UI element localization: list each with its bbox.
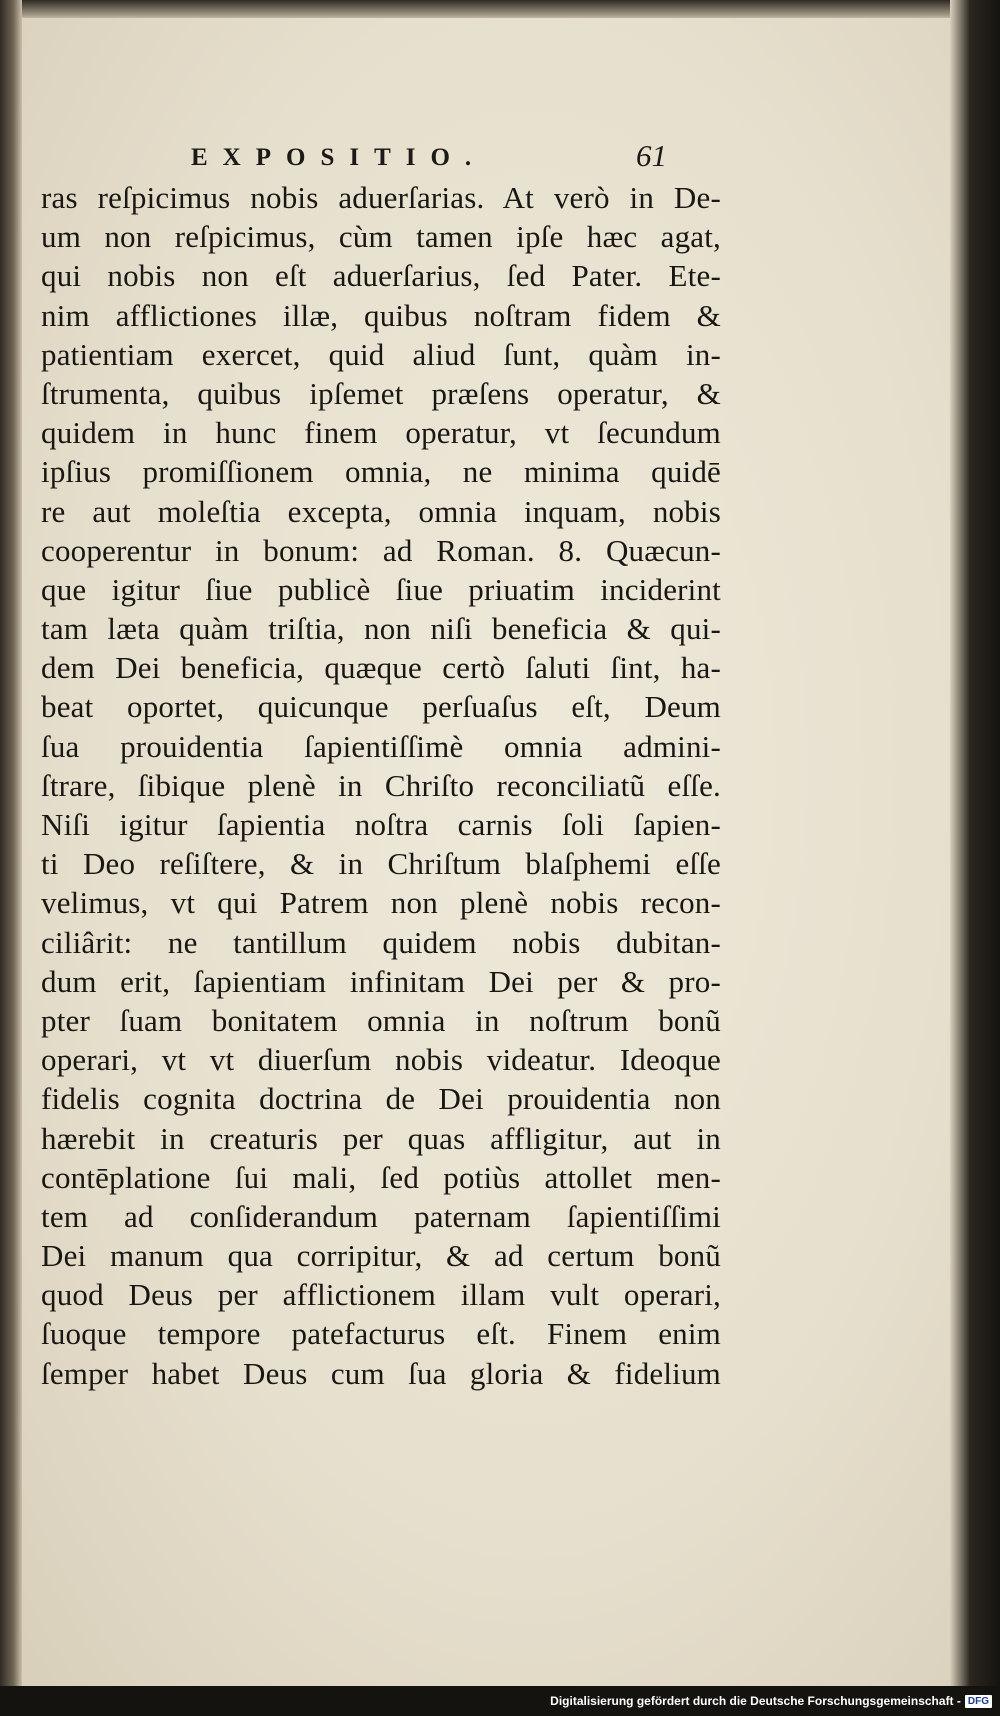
dfg-logo: DFG xyxy=(965,1695,992,1708)
text-line: hærebit in creaturis per quas affligitur, aut in xyxy=(41,1120,721,1156)
text-line: ſtrumenta, quibus ipſemet præſens operatur, & xyxy=(41,375,721,411)
text-line: ras reſpicimus nobis aduerſarias. At verò in De- xyxy=(41,180,721,215)
text-line: ti Deo reſiſtere, & in Chriſtum blaſphemi eſſe xyxy=(41,846,721,882)
text-line: qui nobis non eſt aduerſarius, ſed Pater. Ete- xyxy=(41,258,721,294)
text-line: ipſius promiſſionem omnia, ne minima quidē xyxy=(41,454,721,490)
text-line: fidelis cognita doctrina de Dei prouidentia non xyxy=(41,1081,721,1117)
text-line: ciliârit: ne tantillum quidem nobis dubitan- xyxy=(41,924,721,960)
text-line: um non reſpicimus, cùm tamen ipſe hæc agat, xyxy=(41,219,721,255)
text-line: dem Dei beneficia, quæque certò ſaluti ſint, ha- xyxy=(41,650,721,686)
text-line: Niſi igitur ſapientia noſtra carnis ſoli ſapien- xyxy=(41,807,721,842)
text-line: ſuoque tempore patefacturus eſt. Finem enim xyxy=(41,1316,721,1352)
page-number: 61 xyxy=(636,138,667,173)
text-line: dum erit, ſapientiam infinitam Dei per & pro- xyxy=(41,963,721,999)
text-line: quod Deus per afflictionem illam vult operari, xyxy=(41,1277,721,1313)
text-line: pter ſuam bonitatem omnia in noſtrum bonũ xyxy=(41,1002,721,1038)
footer-credit: Digitalisierung gefördert durch die Deutsche Forschungsgemeinschaft - xyxy=(550,1694,961,1708)
scan-right-edge xyxy=(950,0,1000,1716)
text-line: beat oportet, quicunque perſuaſus eſt, Deum xyxy=(41,689,721,725)
text-line: patientiam exercet, quid aliud ſunt, quàm in- xyxy=(41,336,721,372)
book-page xyxy=(16,18,950,1686)
text-line: que igitur ſiue publicè ſiue priuatim inciderint xyxy=(41,571,721,607)
running-head: EXPOSITIO. xyxy=(191,144,487,171)
body-text xyxy=(41,178,721,1393)
text-line: quidem in hunc finem operatur, vt ſecundum xyxy=(41,415,721,451)
text-line: tem ad conſiderandum paternam ſapientiſſimi xyxy=(41,1198,721,1234)
text-line: velimus, vt qui Patrem non plenè nobis recon- xyxy=(41,885,721,921)
text-line: contēplatione ſui mali, ſed potiùs attollet men- xyxy=(41,1159,721,1195)
text-line: ſua prouidentia ſapientiſſimè omnia admini- xyxy=(41,728,721,764)
text-line: re aut moleſtia excepta, omnia inquam, nobis xyxy=(41,493,721,529)
text-line: operari, vt vt diuerſum nobis videatur. Ideoque xyxy=(41,1042,721,1078)
text-line: tam læta quàm triſtia, non niſi beneficia & qui- xyxy=(41,611,721,647)
text-line: nim afflictiones illæ, quibus noſtram fidem & xyxy=(41,297,721,333)
text-line: cooperentur in bonum: ad Roman. 8. Quæcun- xyxy=(41,532,721,568)
text-line: ſtrare, ſibique plenè in Chriſto reconciliatũ eſſe. xyxy=(41,767,721,803)
text-line: Dei manum qua corripitur, & ad certum bonũ xyxy=(41,1238,721,1274)
text-line: ſemper habet Deus cum ſua gloria & fidelium xyxy=(41,1355,721,1391)
scan-left-edge xyxy=(0,0,22,1716)
footer-bar xyxy=(0,1686,1000,1716)
